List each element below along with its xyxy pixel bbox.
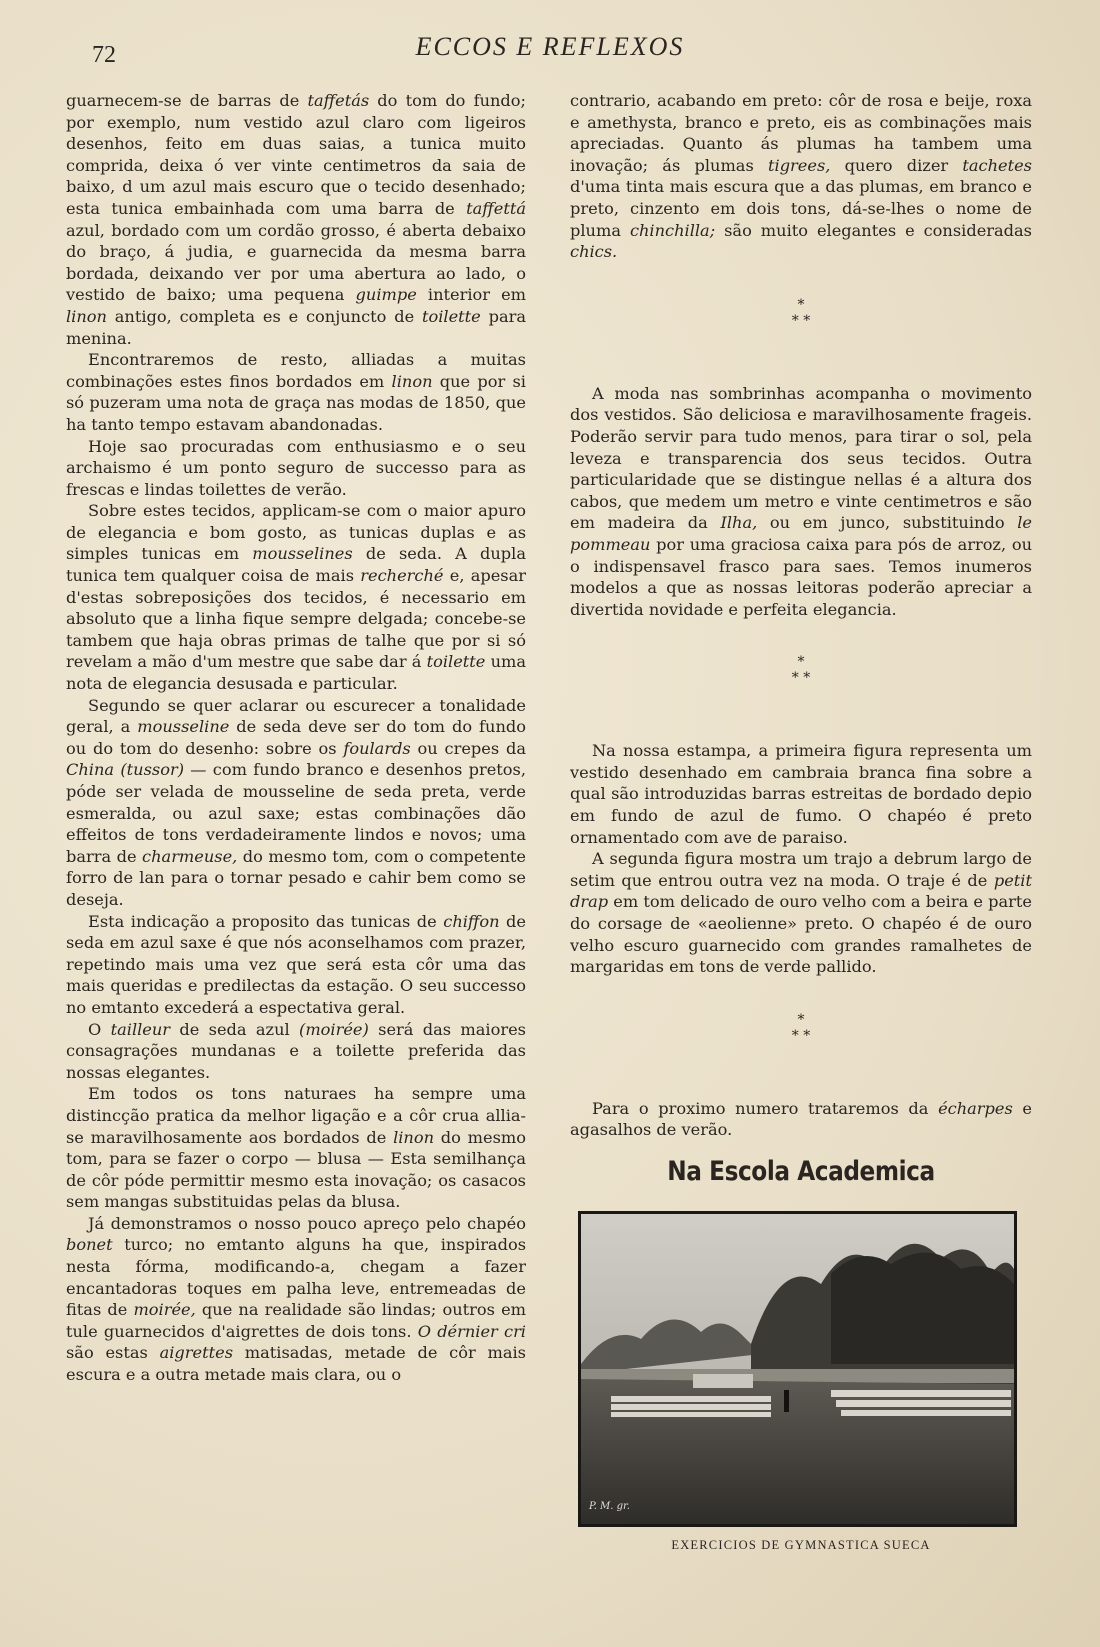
italic-term: tachetes [962, 155, 1032, 175]
italic-term: guimpe [355, 285, 417, 305]
right-column [570, 90, 1032, 1556]
paragraph: Sobre estes tecidos, applicam-se com o maior apuro de elegancia e bom gosto, as tunicas duplas e as simples tunicas em mousselines de seda. A dupla tunica tem qualquer coisa de mais recherché e, apesar d'estas sobreposições dos tecidos, é necessario em absoluto que a linha fique sempre delgada; concebe-se tambem que haja obras primas de talhe que por si só revelam a mão d'um mestre que sabe dar á toilette uma nota de elegancia desusada e particular. [66, 501, 527, 694]
paragraph: Encontraremos de resto, alliadas a muitas combinações estes finos bordados em linon que por si só puzeram uma nota de graça nas modas de 1850, que ha tanto tempo estavam abandonadas. [66, 350, 526, 434]
italic-term: recherché [360, 566, 444, 586]
left-column [66, 90, 526, 1386]
italic-term: linon [66, 306, 107, 326]
photo-caption: EXERCICIOS DE GYMNASTICA SUECA [671, 1537, 931, 1552]
italic-term: linon [391, 371, 433, 391]
paragraph: contrario, acabando em preto: côr de rosa e beije, roxa e amethysta, branco e preto, eis as combinações mais apreciadas. Quanto ás plumas ha tambem uma inovação; ás plumas tigrees, quero dizer tachetes d'uma tinta mais escura que a das plumas, em branco e preto, cinzento em dois tons, dá-se-lhes o nome de pluma chinchilla; são muito elegantes e consideradas chics. [570, 91, 1032, 262]
gymnastics-photo [578, 1211, 1017, 1527]
section-divider: * * * [791, 1011, 811, 1044]
paragraph: A moda nas sombrinhas acompanha o movimento dos vestidos. São deliciosa e maravilhosamente frageis. Poderão servir para tudo menos, para tirar o sol, pela leveza e transparencia dos seus tecidos. Outra particularidade que se distingue nellas é a altura dos cabos, que medem um metro e vinte centimetros e são em madeira da Ilha, ou em junco, substituindo le pommeau por uma graciosa caixa para pós de arroz, ou o indispensavel frasco para saes. Temos inumeros modelos a que as nossas leitoras poderão apreciar a divertida novidade e perfeita elegancia. [570, 383, 1032, 619]
italic-term: taffetás [307, 91, 370, 110]
page-number: 72 [92, 42, 116, 68]
italic-term: mousseline [137, 717, 230, 737]
paragraph: Hoje sao procuradas com enthusiasmo e o seu archaismo é um ponto seguro de successo para as frescas e lindas toilettes de verão. [66, 436, 526, 499]
italic-term: toilette [421, 306, 481, 326]
italic-term: chics. [570, 242, 618, 262]
italic-term: Ilha, [720, 513, 758, 533]
paragraph: Já demonstramos o nosso pouco apreço pelo chapéo bonet turco; no emtanto alguns ha que, inspirados nesta fórma, modificando-a, chegam a fazer encantadoras toques em palha leve, entremeadas de fitas de moirée, que na realidade são lindas; outros em tule guarnecidos d'aigrettes de dois tons. O dérnier cri são estas aigrettes matisadas, metade de côr mais escura e a outra metade mais clara, ou o [66, 1213, 526, 1385]
paragraph: guarnecem-se de barras de taffetás do tom do fundo; por exemplo, num vestido azul claro com ligeiros desenhos, feito em duas saias, a tunica muito comprida, deixa ó ver vinte centimetros da saia de baixo, d um azul mais escuro que o tecido desenhado; esta tunica embainhada com uma barra de taffettá azul, bordado com um cordão grosso, é aberta debaixo do braço, á judia, e guarnecida da mesma barra bordada, deixando ver por uma abertura ao lado, o vestido de baixo; uma pequena guimpe interior em linon antigo, completa es e conjuncto de toilette para menina. [66, 91, 527, 348]
italic-term: charmeuse, [142, 846, 238, 866]
section-title: Na Escola Academica [667, 1156, 935, 1187]
italic-term: écharpes [938, 1098, 1013, 1118]
italic-term: mousselines [252, 544, 353, 564]
italic-term: (moirée) [299, 1019, 369, 1039]
italic-term: taffettá [466, 198, 526, 218]
section-divider: * * * [791, 654, 811, 687]
italic-term: le pommeau [570, 513, 1032, 554]
section-divider: * * * [791, 296, 811, 329]
paragraph: Esta indicação a proposito das tunicas de chiffon de seda em azul saxe é que nós aconselhamos com prazer, repetindo mais uma vez que será esta côr uma das mais queridas e predilectas da estação. O seu successo no emtanto excederá a espectativa geral. [66, 911, 527, 1017]
italic-term: China (tussor) [66, 760, 185, 780]
italic-term: foulards [343, 738, 411, 758]
italic-term: moirée, [133, 1300, 196, 1320]
paragraph: Em todos os tons naturaes ha sempre uma distincção pratica da melhor ligação e a côr crua allia-se maravilhosamente aos bordados de linon do mesmo tom, para se fazer o corpo — blusa — Esta semilhança de côr póde permittir mesmo esta inovação; os casacos sem mangas substituidas pelas da blusa. [66, 1084, 526, 1212]
italic-term: toilette [426, 652, 486, 672]
paragraph: A segunda figura mostra um trajo a debrum largo de setim que entrou outra vez na moda. O traje é de petit drap em tom delicado de ouro velho com a beira e parte do corsage de «aeolienne» preto. O chapéo é de ouro velho escuro guarnecido com grandes ramalhetes de margaridas em tons de verde pallido. [570, 849, 1032, 977]
running-head: ECCOS E REFLEXOS [415, 32, 685, 61]
italic-term: petit drap [570, 870, 1032, 912]
italic-term: tigrees, [768, 155, 831, 175]
italic-term: bonet [66, 1235, 113, 1255]
italic-term: O dérnier cri [417, 1321, 526, 1341]
italic-term: linon [393, 1127, 435, 1147]
italic-term: tailleur [110, 1019, 171, 1039]
paragraph: Para o proximo numero trataremos da écharpes e agasalhos de verão. [570, 1098, 1032, 1140]
photographer-signature: P. M. gr. [589, 1501, 630, 1512]
italic-term: chiffon [443, 911, 500, 931]
italic-term: chinchilla; [629, 220, 716, 240]
paragraph: Segundo se quer aclarar ou escurecer a tonalidade geral, a mousseline de seda deve ser do tom do fundo ou do tom do desenho: sobre os foulards ou crepes da China (tussor) — com fundo branco e desenhos pretos, póde ser velada de mousseline de seda preta, verde esmeralda, ou azul saxe; estas combinações dão effeitos de tons verdadeiramente lindos e novos; uma barra de charmeuse, do mesmo tom, com o competente forro de lan para o tornar pesado e cahir bem como se deseja. [66, 695, 527, 909]
paragraph: O tailleur de seda azul (moirée) será das maiores consagrações mundanas e a toilette preferida das nossas elegantes. [66, 1019, 526, 1082]
paragraph: Na nossa estampa, a primeira figura representa um vestido desenhado em cambraia branca fina sobre a qual são introduzidas barras estreitas de bordado depio em fundo de azul de fumo. O chapéo é preto ornamentado com ave de paraiso. [570, 741, 1032, 847]
italic-term: aigrettes [159, 1343, 234, 1363]
